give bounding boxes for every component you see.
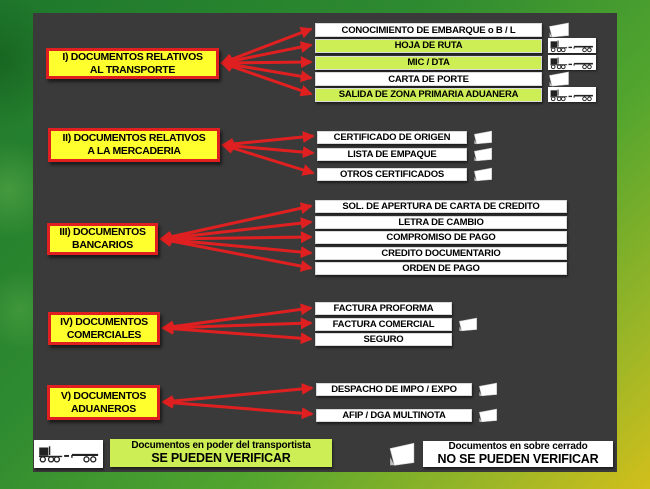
- category-label-line1: III) DOCUMENTOS: [59, 226, 146, 239]
- category-box-mercaderia: [48, 128, 220, 162]
- envelope-icon: [473, 130, 493, 145]
- legend-verifiable-line2: SE PUEDEN VERIFICAR: [151, 450, 291, 465]
- envelope-icon: [548, 22, 570, 38]
- category-label-line2: ADUANEROS: [71, 402, 136, 415]
- category-box-comerciales: [48, 312, 160, 345]
- doc-row: [315, 216, 567, 229]
- doc-row: [315, 302, 452, 315]
- doc-box: DESPACHO DE IMPO / EXPO: [316, 383, 472, 396]
- doc-row: [317, 147, 493, 162]
- category-box-transporte: [46, 48, 219, 79]
- truck-icon: [548, 87, 596, 102]
- truck-icon: [548, 38, 596, 53]
- doc-box: LISTA DE EMPAQUE: [317, 148, 467, 161]
- envelope-icon: [473, 147, 493, 162]
- legend-verifiable-line1: Documentos en poder del transportista: [131, 440, 311, 452]
- doc-row: [315, 22, 570, 38]
- doc-box: FACTURA COMERCIAL: [315, 318, 452, 331]
- doc-row: [315, 38, 596, 53]
- category-label-line2: A LA MERCADERIA: [87, 145, 181, 157]
- doc-row: [315, 317, 478, 332]
- envelope-icon: [548, 71, 570, 87]
- doc-box: FACTURA PROFORMA: [315, 302, 452, 315]
- doc-box: MIC / DTA: [315, 56, 542, 70]
- legend-not-verifiable-line2: NO SE PUEDEN VERIFICAR: [437, 451, 599, 466]
- envelope-icon: [458, 317, 478, 332]
- doc-row: [315, 333, 452, 346]
- doc-row: [316, 408, 498, 423]
- doc-row: [316, 382, 498, 397]
- doc-box: COMPROMISO DE PAGO: [315, 231, 567, 244]
- doc-row: [315, 87, 596, 102]
- doc-box: SEGURO: [315, 333, 452, 346]
- category-label-line1: V) DOCUMENTOS: [60, 389, 147, 402]
- doc-row: [315, 200, 567, 213]
- diagram-panel: [33, 13, 617, 472]
- doc-box: HOJA DE RUTA: [315, 39, 542, 53]
- category-label-line1: II) DOCUMENTOS RELATIVOS: [62, 132, 206, 145]
- legend-not-verifiable: [423, 441, 613, 467]
- truck-icon: [548, 55, 596, 70]
- envelope-icon: [478, 408, 498, 423]
- doc-box: CONOCIMIENTO DE EMBARQUE o B / L: [315, 23, 542, 37]
- envelope-icon: [388, 441, 416, 467]
- doc-row: [315, 247, 567, 260]
- doc-box: ORDEN DE PAGO: [315, 262, 567, 275]
- legend-not-verifiable-line1: Documentos en sobre cerrado: [448, 441, 588, 453]
- category-label-line1: I) DOCUMENTOS RELATIVOS: [62, 50, 203, 63]
- doc-row: [315, 55, 596, 70]
- category-label-line1: IV) DOCUMENTOS: [60, 315, 148, 328]
- doc-box: CREDITO DOCUMENTARIO: [315, 247, 567, 260]
- legend-truck-icon: [34, 440, 103, 468]
- doc-row: [315, 231, 567, 244]
- envelope-icon: [478, 382, 498, 397]
- doc-row: [317, 130, 493, 145]
- doc-row: [317, 167, 493, 182]
- doc-box: SOL. DE APERTURA DE CARTA DE CREDITO: [315, 200, 567, 213]
- doc-row: [315, 262, 567, 275]
- truck-icon: [37, 443, 101, 465]
- doc-box: SALIDA DE ZONA PRIMARIA ADUANERA: [315, 88, 542, 102]
- doc-box: AFIP / DGA MULTINOTA: [316, 409, 472, 422]
- envelope-icon: [473, 167, 493, 182]
- category-label-line2: BANCARIOS: [72, 239, 133, 251]
- legend-verifiable: [110, 439, 332, 467]
- doc-box: CARTA DE PORTE: [315, 72, 542, 86]
- doc-box: CERTIFICADO DE ORIGEN: [317, 131, 467, 144]
- legend-envelope-icon: [388, 441, 416, 472]
- category-label-line2: AL TRANSPORTE: [89, 63, 176, 76]
- doc-box: OTROS CERTIFICADOS: [317, 168, 467, 181]
- doc-row: [315, 71, 570, 87]
- doc-box: LETRA DE CAMBIO: [315, 216, 567, 229]
- category-box-bancarios: [47, 223, 158, 255]
- category-label-line2: COMERCIALES: [66, 328, 142, 341]
- category-box-aduaneros: [47, 385, 160, 420]
